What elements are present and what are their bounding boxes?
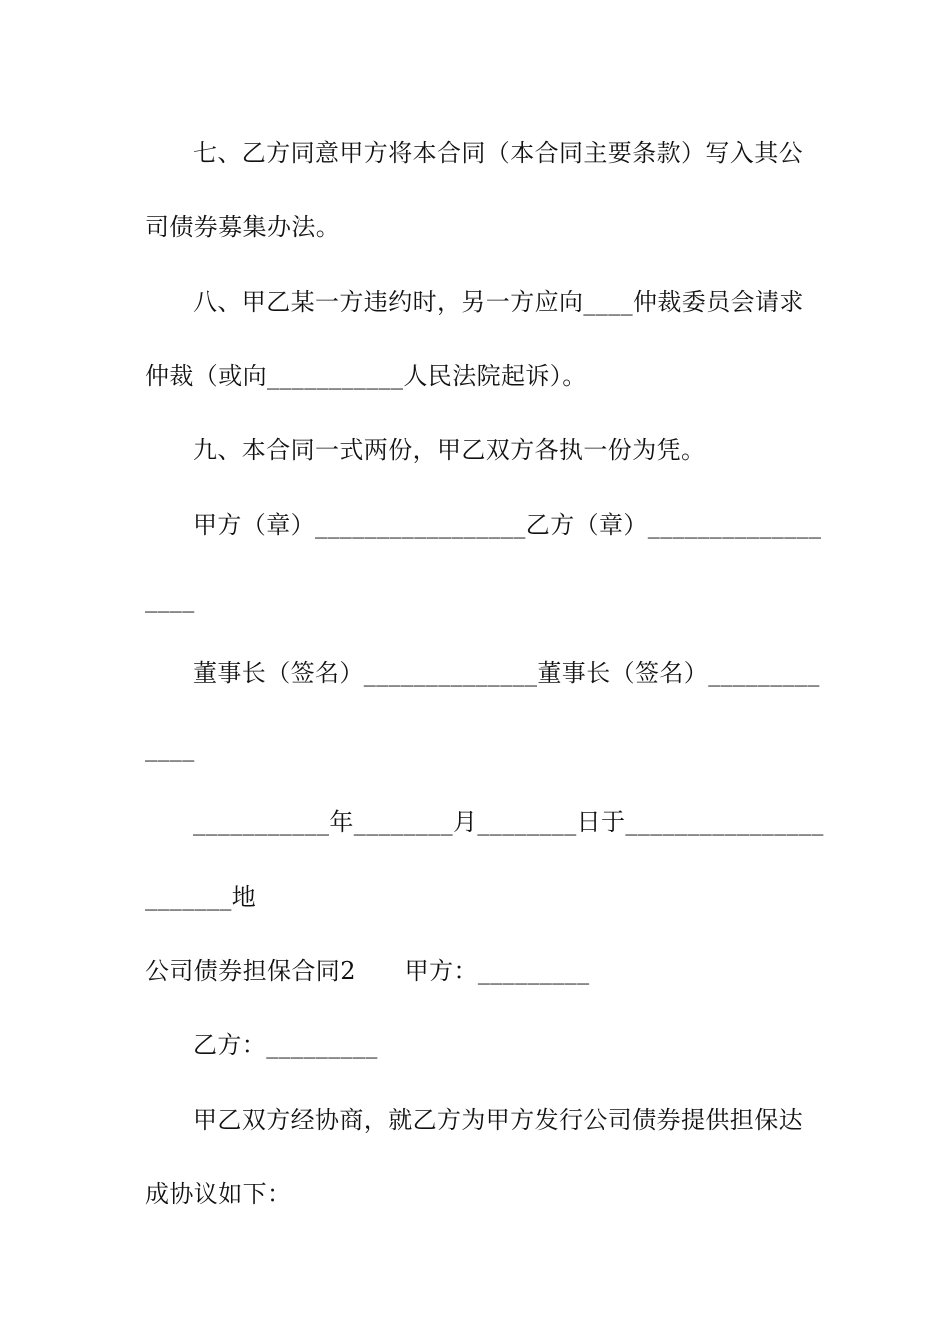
- contract-2-title-party-a: 公司债券担保合同2 甲方：_________: [145, 957, 590, 985]
- clause-9-line: 九、本合同一式两份，甲乙双方各执一份为凭。: [193, 436, 706, 464]
- agreement-intro-line-2: 成协议如下：: [145, 1180, 292, 1208]
- clause-7-line-2: 司债券募集办法。: [145, 213, 341, 241]
- party-seal-line-1: 甲方（章）_________________乙方（章）______________: [193, 511, 822, 539]
- date-place-line-1: ___________年________月________日于________________: [193, 808, 824, 836]
- chairman-signature-line-2: ____: [145, 734, 195, 762]
- chairman-signature-line-1: 董事长（签名）______________董事长（签名）_________: [193, 659, 820, 687]
- party-b-line: 乙方：_________: [193, 1031, 378, 1059]
- clause-8-line-1: 八、甲乙某一方违约时，另一方应向____仲裁委员会请求: [193, 288, 804, 316]
- agreement-intro-line-1: 甲乙双方经协商，就乙方为甲方发行公司债券提供担保达: [193, 1106, 803, 1134]
- date-place-line-2: _______地: [145, 883, 257, 911]
- clause-7-line-1: 七、乙方同意甲方将本合同（本合同主要条款）写入其公: [193, 139, 803, 167]
- clause-8-line-2: 仲裁（或向___________人民法院起诉）。: [145, 362, 587, 390]
- party-seal-line-2: ____: [145, 585, 195, 613]
